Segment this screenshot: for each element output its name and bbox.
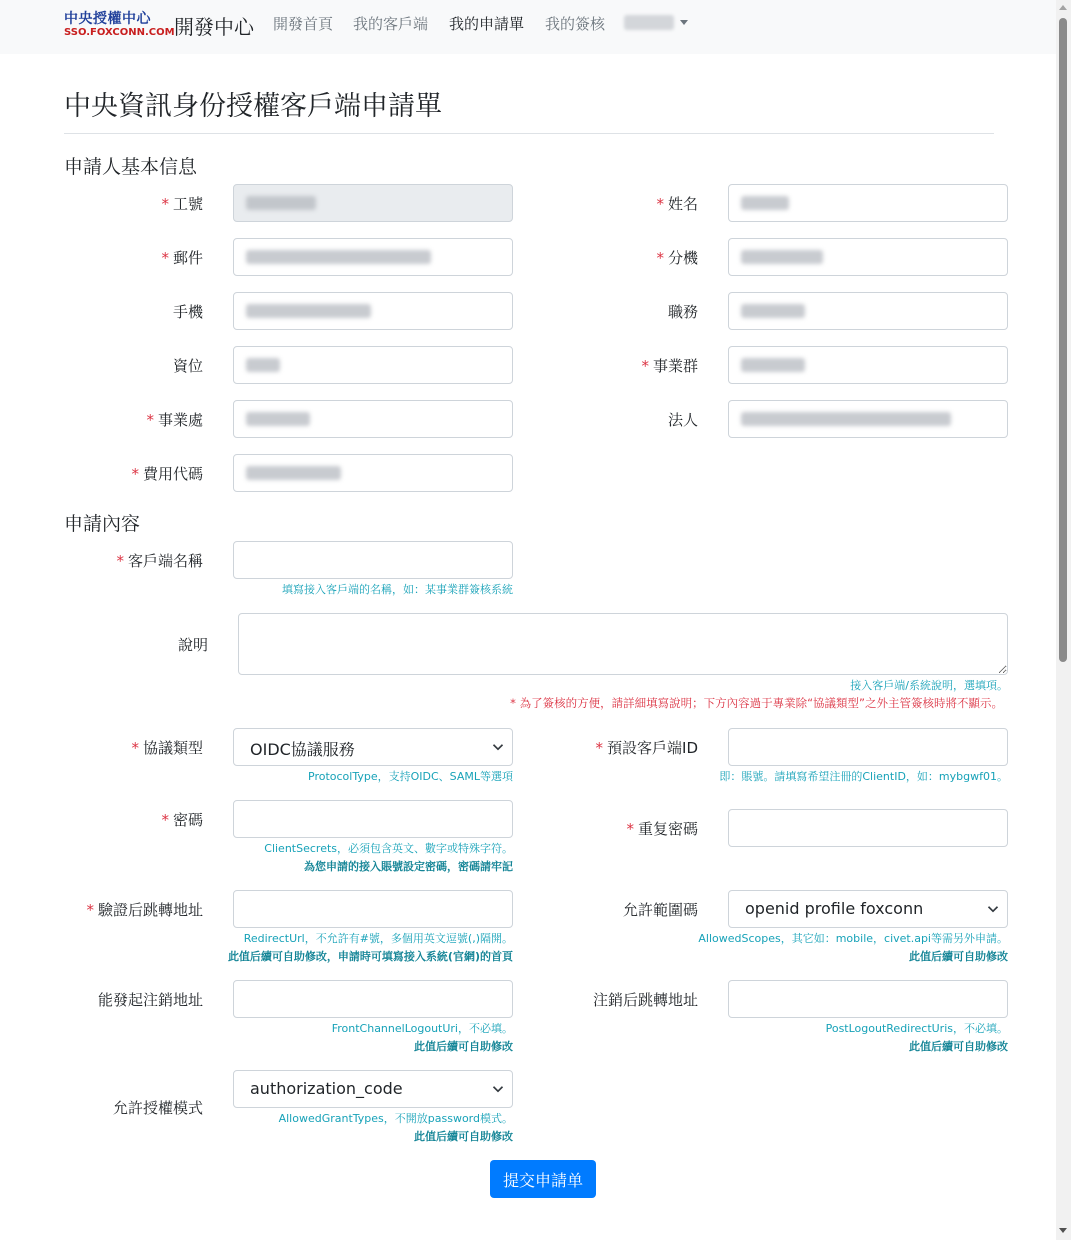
mobile-label: 手機: [172, 303, 203, 321]
chevron-down-icon: [492, 1083, 504, 1095]
grant-types-select-value: authorization_code: [250, 1079, 403, 1098]
scopes-select[interactable]: [728, 890, 1008, 928]
redirect-url-input[interactable]: [233, 890, 513, 928]
grant-types-help: AllowedGrantTypes，不開放password模式。: [278, 1112, 513, 1125]
protocol-select[interactable]: [233, 728, 513, 766]
client-name-help: 填寫接入客戶端的名稱，如：某事業群簽核系統: [282, 583, 513, 596]
client-name-input[interactable]: [233, 541, 513, 579]
page-title: 中央資訊身份授權客戶端申請單: [64, 91, 442, 122]
password-repeat-input[interactable]: [728, 809, 1008, 847]
frontchannel-logout-help-note: 此值后續可自助修改: [414, 1040, 513, 1053]
protocol-select-value: OIDC協議服務: [250, 740, 355, 759]
password-label: * 密碼: [161, 811, 203, 829]
post-logout-redirect-help: PostLogoutRedirectUris，不必填。: [825, 1022, 1008, 1035]
email-field[interactable]: [233, 238, 513, 276]
employee-id-field: [233, 184, 513, 222]
password-help-note: 為您申請的接入賬號設定密碼，密碼請牢記: [304, 860, 513, 873]
description-textarea[interactable]: [238, 613, 1008, 675]
logo-title: 中央授權中心: [64, 11, 151, 27]
applicant-section-title: 申請人基本信息: [64, 156, 198, 178]
description-help: 接入客戶端/系統說明，選填項。: [850, 679, 1008, 692]
frontchannel-logout-label: 能發起注銷地址: [97, 991, 203, 1009]
employee-id-label: * 工號: [161, 195, 203, 213]
redirect-url-help-note: 此值后續可自助修改，申請時可填寫接入系統(官網)的首頁: [227, 950, 513, 963]
description-label: 說明: [177, 636, 208, 654]
scroll-down-icon[interactable]: [1059, 1228, 1067, 1233]
chevron-down-icon: [987, 903, 999, 915]
nav-item-my-applications[interactable]: 我的申請單: [449, 15, 525, 33]
legal-entity-label: 法人: [667, 411, 698, 429]
frontchannel-logout-help: FrontChannelLogoutUri，不必填。: [331, 1022, 513, 1035]
position-label: 職務: [667, 303, 698, 321]
cost-code-label: * 費用代碼: [131, 465, 203, 483]
post-logout-redirect-input[interactable]: [728, 980, 1008, 1018]
client-id-help: 即：賬號。請填寫希望注冊的ClientID，如：mybgwf01。: [719, 770, 1008, 783]
scroll-up-icon[interactable]: [1059, 5, 1067, 10]
mobile-field[interactable]: [233, 292, 513, 330]
scopes-label: 允許範圍碼: [622, 901, 698, 919]
logo-subtitle: SSO.FOXCONN.COM: [64, 27, 175, 38]
nav-item-my-clients[interactable]: 我的客戶端: [353, 15, 429, 33]
legal-entity-field[interactable]: [728, 400, 1008, 438]
cost-code-field[interactable]: [233, 454, 513, 492]
name-label: * 姓名: [656, 195, 698, 213]
post-logout-redirect-help-note: 此值后續可自助修改: [909, 1040, 1008, 1053]
scopes-help: AllowedScopes，其它如：mobile，civet.api等需另外申請。: [698, 932, 1008, 945]
grant-types-label: 允許授權模式: [112, 1099, 203, 1117]
redirect-url-help: RedirectUrl，不允許有#號，多個用英文逗號(,)隔開。: [243, 932, 513, 945]
submit-application-button[interactable]: 提交申請单: [490, 1160, 596, 1198]
division-label: * 事業處: [146, 411, 203, 429]
division-field[interactable]: [233, 400, 513, 438]
grant-types-select[interactable]: [233, 1070, 513, 1108]
redirect-url-label: * 驗證后跳轉地址: [86, 901, 203, 919]
protocol-help: ProtocolType，支持OIDC、SAML等選項: [308, 770, 513, 783]
sso-logo[interactable]: [64, 8, 175, 40]
content-section-title: 申請內容: [64, 513, 141, 535]
extension-field[interactable]: [728, 238, 1008, 276]
grade-field[interactable]: [233, 346, 513, 384]
post-logout-redirect-label: 注銷后跳轉地址: [592, 991, 698, 1009]
grade-label: 資位: [172, 357, 203, 375]
client-id-label: * 預設客戶端ID: [595, 739, 698, 757]
scopes-select-value: openid profile foxconn: [745, 899, 924, 918]
password-help: ClientSecrets，必須包含英文、數字或特殊字符。: [264, 842, 513, 855]
password-repeat-label: * 重复密碼: [626, 820, 698, 838]
client-name-label: * 客戶端名稱: [116, 552, 203, 570]
email-label: * 郵件: [161, 249, 203, 267]
business-group-label: * 事業群: [641, 357, 698, 375]
name-field[interactable]: [728, 184, 1008, 222]
business-group-field[interactable]: [728, 346, 1008, 384]
chevron-down-icon: [492, 741, 504, 753]
extension-label: * 分機: [656, 249, 698, 267]
chevron-down-icon[interactable]: [680, 20, 688, 25]
description-warning: * 為了簽核的方便，請詳細填寫說明；下方內容過于專業除“協議類型”之外主管簽核時將不顯示。: [510, 696, 1003, 710]
client-id-input[interactable]: [728, 728, 1008, 766]
scopes-help-note: 此值后續可自助修改: [909, 950, 1008, 963]
position-field[interactable]: [728, 292, 1008, 330]
password-input[interactable]: [233, 800, 513, 838]
nav-item-dev-home[interactable]: 開發首頁: [273, 15, 334, 33]
divider: [64, 133, 994, 134]
grant-types-help-note: 此值后續可自助修改: [414, 1130, 513, 1143]
scrollbar-thumb[interactable]: [1059, 18, 1067, 662]
nav-item-my-approvals[interactable]: 我的簽核: [545, 15, 606, 33]
user-menu-name-redacted[interactable]: [624, 15, 674, 30]
navbar-brand[interactable]: 開發中心: [174, 15, 254, 39]
protocol-label: * 協議類型: [131, 739, 203, 757]
navbar: [0, 0, 1056, 54]
frontchannel-logout-input[interactable]: [233, 980, 513, 1018]
